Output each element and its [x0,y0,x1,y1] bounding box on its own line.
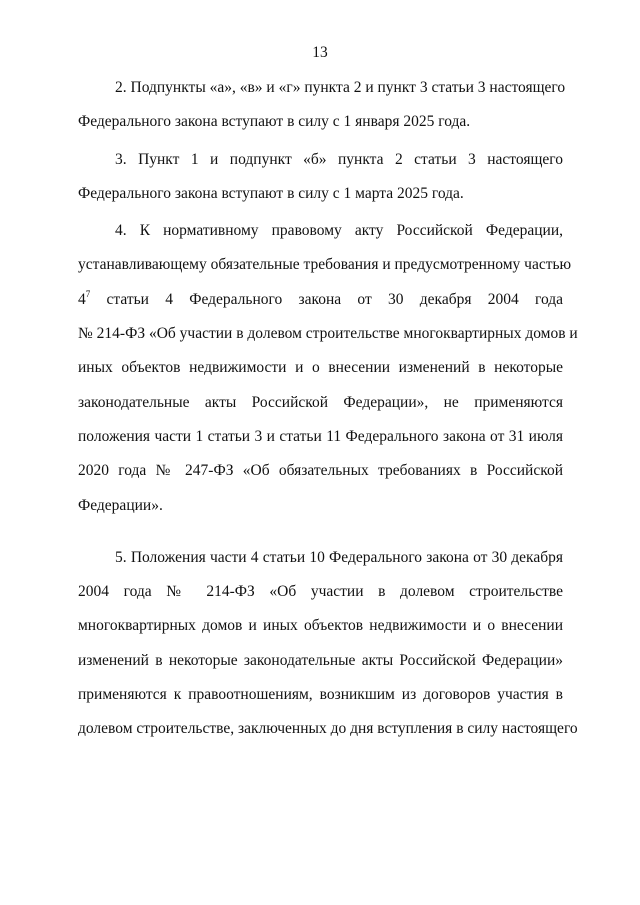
paragraph-5 [78,548,578,754]
superscript-index: 7 [85,288,91,299]
text-line: положения части 1 статьи 3 и статьи 11 Федерального закона от 31 июля [78,427,563,445]
text-line: изменений в некоторые законодательные акты Российской Федерации» [78,651,563,669]
text-line-rest: статьи 4 Федерального закона от 30 декабря 2004 года [106,290,564,308]
text-line: 2020 года № 247-ФЗ «Об обязательных требованиях в Российской [78,462,563,480]
text-line: 2. Подпункты «а», «в» и «г» пункта 2 и пункт 3 статьи 3 настоящего [115,79,566,96]
page-number: 13 [312,44,328,61]
text-line: 5. Положения части 4 статьи 10 Федерального закона от 30 декабря [115,548,563,566]
text-line: долевом строительстве, заключенных до дня вступления в силу настоящего [78,720,578,738]
text-line: Федерального закона вступают в силу с 1 марта 2025 года. [78,184,464,202]
paragraph-2 [78,78,566,147]
text-line-with-superscript [78,290,563,324]
paragraph-3 [78,150,563,219]
text-line: 4. К нормативному правовому акту Российской Федерации, [115,222,563,240]
text-line: 2004 года № 214-ФЗ «Об участии в долевом строительстве [78,583,563,601]
text-line: иных объектов недвижимости и о внесении изменений в некоторые [78,359,563,377]
text-line: законодательные акты Российской Федерации», не применяются [78,393,563,411]
text-line: применяются к правоотношениям, возникшим из договоров участия в [78,686,563,704]
document-body [78,78,578,754]
part-number: 4 [78,290,86,308]
text-line: устанавливающему обязательные требования и предусмотренному частью [78,256,572,274]
text-line: Федерации». [78,496,163,514]
text-line: № 214-ФЗ «Об участии в долевом строительстве многоквартирных домов и [78,325,578,343]
text-line: многоквартирных домов и иных объектов недвижимости и о внесении [78,617,563,635]
text-line: Федерального закона вступают в силу с 1 января 2025 года. [78,113,471,131]
text-line: 3. Пункт 1 и подпункт «б» пункта 2 статьи 3 настоящего [115,150,563,168]
paragraph-4 [78,221,578,530]
